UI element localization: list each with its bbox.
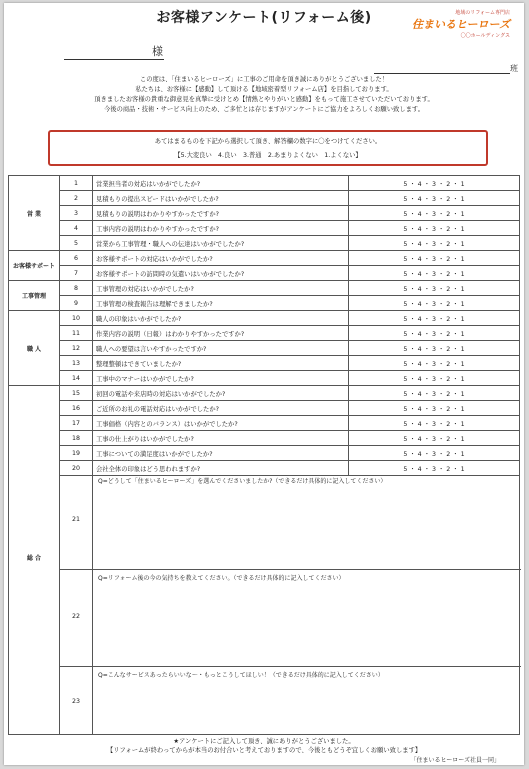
free-answer-section [8,473,520,735]
question-number: 6 [60,251,93,266]
rating-scale[interactable]: 5 ・ 4 ・ 3 ・ 2 ・ 1 [349,221,520,236]
question-number: 3 [60,206,93,221]
question-text: 整理整頓はできていましたか? [93,356,349,371]
free-question-text: Q=こんなサービスあったらいいな〜・もっとこうしてほしい！（できるだけ具体的に記入してください） [98,672,384,679]
question-number: 10 [60,311,93,326]
question-text: 営業担当者の対応はいかがでしたか? [93,176,349,191]
question-text: お客様サポートの対応はいかがでしたか? [93,251,349,266]
free-answer-21[interactable] [60,473,521,570]
intro-line: 私たちは、お客様に【感動】して頂ける【地域密着型リフォーム店】を目指しております。 [135,86,393,93]
table-row [9,416,520,431]
table-row [9,206,520,221]
rating-legend: 【5.大変良い 4.良い 3.普通 2.あまりよくない 1.よくない】 [174,152,362,159]
table-row [9,251,520,266]
question-number: 16 [60,401,93,416]
question-text: 初回の電話や来店時の対応はいかがでしたか? [93,386,349,401]
brand-name: 住まいるヒーローズ [411,18,510,31]
question-number: 12 [60,341,93,356]
survey-sheet [4,3,524,765]
rating-scale[interactable]: 5 ・ 4 ・ 3 ・ 2 ・ 1 [349,326,520,341]
rating-scale[interactable]: 5 ・ 4 ・ 3 ・ 2 ・ 1 [349,266,520,281]
brand-sub: 〇〇ホールディングス [460,33,510,39]
free-question-text: Q=リフォーム後の今の気持ちを教えてください。（できるだけ具体的に記入してください） [98,575,345,582]
intro-line: この度は、「住まいるヒーローズ」に工事のご用命を頂き誠にありがとうございました！ [139,76,389,83]
table-row [9,236,520,251]
question-number: 15 [60,386,93,401]
table-row [9,431,520,446]
category-overall-label: 総 合 [26,555,42,562]
question-text: 職人の印象はいかがでしたか? [93,311,349,326]
rating-scale[interactable]: 5 ・ 4 ・ 3 ・ 2 ・ 1 [349,176,520,191]
rating-scale[interactable]: 5 ・ 4 ・ 3 ・ 2 ・ 1 [349,356,520,371]
question-number: 13 [60,356,93,371]
rating-scale[interactable]: 5 ・ 4 ・ 3 ・ 2 ・ 1 [349,431,520,446]
rating-scale[interactable]: 5 ・ 4 ・ 3 ・ 2 ・ 1 [349,236,520,251]
table-row [9,341,520,356]
closing-line: 【リフォームが終わってからが本当のお付合いと考えておりますので、今後ともどうぞ宜しくお願い致します】 [106,747,422,754]
category-support: お客様サポート [9,251,60,281]
rating-scale[interactable]: 5 ・ 4 ・ 3 ・ 2 ・ 1 [349,401,520,416]
rating-scale[interactable]: 5 ・ 4 ・ 3 ・ 2 ・ 1 [349,416,520,431]
table-row [9,446,520,461]
question-text: お客様サポートの訪問時の気遣いはいかがでしたか? [93,266,349,281]
question-number: 7 [60,266,93,281]
brand-logo [412,9,510,39]
rating-scale[interactable]: 5 ・ 4 ・ 3 ・ 2 ・ 1 [349,341,520,356]
rating-scale[interactable]: 5 ・ 4 ・ 3 ・ 2 ・ 1 [349,446,520,461]
instruction-line: あてはまるものを下記から選択して頂き、解答欄の数字に〇をつけてください。 [154,138,382,145]
rating-scale[interactable]: 5 ・ 4 ・ 3 ・ 2 ・ 1 [349,371,520,386]
table-row [9,296,520,311]
brand-tagline: 地域のリフォーム専門店 [455,10,510,16]
intro-line: 頂きましたお客様の貴重な御意見を真摯に受けとめ【情熱とやりがいと感動】をもって施工させていただいております。 [94,96,434,103]
closing-line: ★アンケートにご記入して頂き、誠にありがとうございました。 [173,738,355,745]
free-answer-22[interactable] [60,570,521,667]
question-text: 工事内容の説明はわかりやすかったですか? [93,221,349,236]
rating-scale[interactable]: 5 ・ 4 ・ 3 ・ 2 ・ 1 [349,386,520,401]
rating-table [8,175,520,476]
category-overall [9,473,60,735]
rating-scale[interactable]: 5 ・ 4 ・ 3 ・ 2 ・ 1 [349,251,520,266]
page-title: お客様アンケート(リフォーム後) [156,10,372,26]
table-row [9,266,520,281]
question-text: 見積もりの説明はわかりやすかったですか? [93,206,349,221]
question-text: 工事管理の検査報告は理解できましたか? [93,296,349,311]
rating-scale[interactable]: 5 ・ 4 ・ 3 ・ 2 ・ 1 [349,281,520,296]
rating-scale[interactable]: 5 ・ 4 ・ 3 ・ 2 ・ 1 [349,311,520,326]
customer-honorific: 様 [152,45,163,58]
question-number: 14 [60,371,93,386]
question-number: 23 [71,697,80,705]
customer-name-line[interactable] [64,59,164,60]
question-text: 営業から工事管理・職人への伝達はいかがでしたか? [93,236,349,251]
question-number: 9 [60,296,93,311]
question-number: 4 [60,221,93,236]
question-number: 18 [60,431,93,446]
free-question-text: Q=どうして「住まいるヒーローズ」を選んでくださいましたか?（できるだけ具体的に記入してください） [98,478,387,485]
rating-scale[interactable]: 5 ・ 4 ・ 3 ・ 2 ・ 1 [349,191,520,206]
question-text: 工事価格（内容とのバランス）はいかがでしたか? [93,416,349,431]
intro-text [34,75,494,115]
question-number: 21 [71,516,80,524]
table-row [9,326,520,341]
question-number: 20 [60,461,93,476]
rating-scale[interactable]: 5 ・ 4 ・ 3 ・ 2 ・ 1 [349,296,520,311]
closing-text [4,737,524,755]
table-row [9,281,520,296]
table-row [9,386,520,401]
instruction-box [48,130,488,166]
question-number: 22 [71,613,80,621]
question-text: ご近所のお礼の電話対応はいかがでしたか? [93,401,349,416]
question-text: 工事管理の対応はいかがでしたか? [93,281,349,296]
question-number: 19 [60,446,93,461]
category-craftsmen: 職 人 [9,311,60,386]
section-label: 班 [510,64,518,73]
question-number: 17 [60,416,93,431]
question-number: 11 [60,326,93,341]
free-answer-23[interactable] [60,667,521,735]
table-row [9,311,520,326]
question-number: 1 [60,176,93,191]
question-number: 8 [60,281,93,296]
question-text: 作業内容の説明（日報）はわかりやすかったですか? [93,326,349,341]
category-overall-top [9,386,60,476]
question-text: 工事についての満足度はいかがでしたか? [93,446,349,461]
question-text: 職人への要望は言いやすかったですか? [93,341,349,356]
table-row [9,221,520,236]
table-row [9,356,520,371]
category-sales: 営 業 [9,176,60,251]
question-text: 会社全体の印象はどう思われますか? [93,461,349,476]
category-management: 工事管理 [9,281,60,311]
question-text: 工事の仕上がりはいかがでしたか? [93,431,349,446]
table-row [9,401,520,416]
question-number: 5 [60,236,93,251]
table-row [9,176,520,191]
signature: 「住まいるヒーローズ社員一同」 [410,757,500,764]
section-line[interactable] [374,73,510,74]
table-row [9,371,520,386]
rating-scale[interactable]: 5 ・ 4 ・ 3 ・ 2 ・ 1 [349,461,520,476]
question-text: 見積もりの提出スピードはいかがでしたか? [93,191,349,206]
question-number: 2 [60,191,93,206]
table-row [9,191,520,206]
question-text: 工事中のマナーはいかがでしたか? [93,371,349,386]
rating-scale[interactable]: 5 ・ 4 ・ 3 ・ 2 ・ 1 [349,206,520,221]
intro-line: 今後の商品・技術・サービス向上のため、ご多忙とは存じますがアンケートにご協力をよろしくお願い致します。 [103,106,424,113]
